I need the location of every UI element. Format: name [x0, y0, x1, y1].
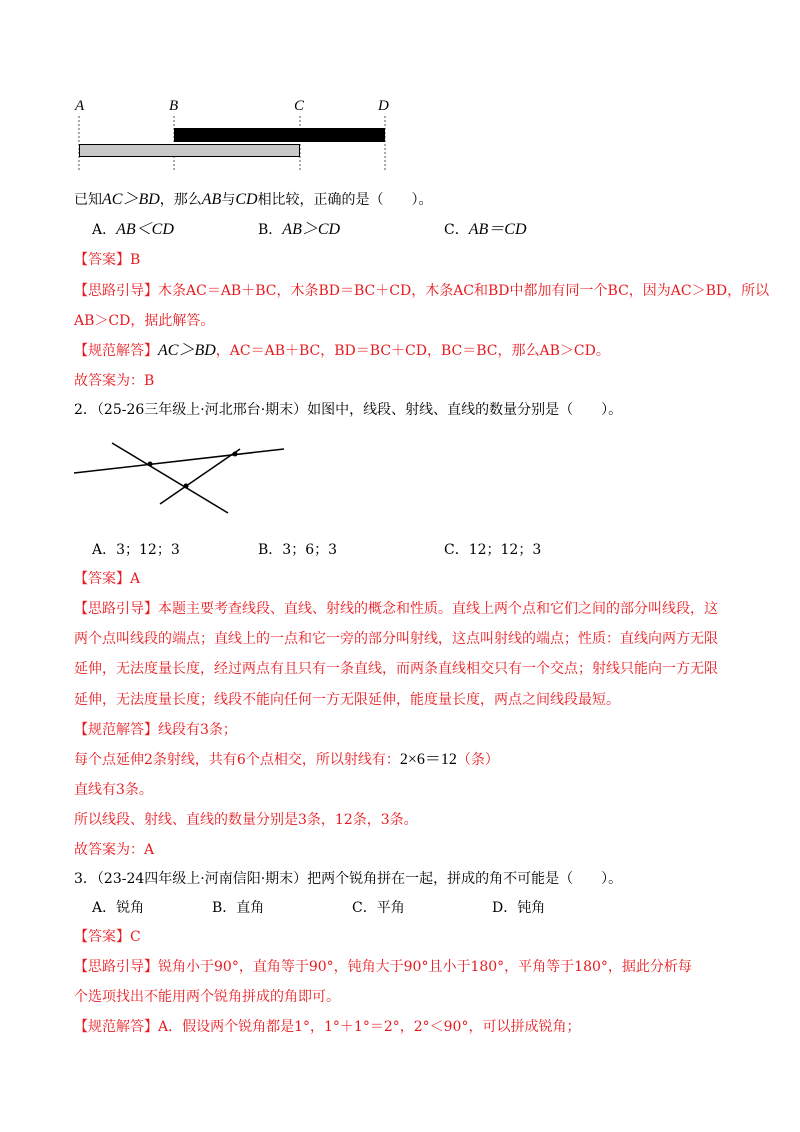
q1-option-a: A．AB＜CD — [92, 221, 174, 238]
q2-hint-line-4: 延伸，无法度量长度；线段不能向任何一方无限延伸，能度量长度，两点之间线段最短。 — [74, 692, 620, 708]
q2-hint-line-3: 延伸，无法度量长度，经过两点有且只有一条直线，而两条直线相交只有一个交点；射线只能向一方无限 — [74, 661, 718, 677]
q1-hint-line-1: 【思路引导】木条AC＝AB＋BC，木条BD＝BC＋CD，木条AC和BD中都加有同一个BC，因为AC＞BD，所以 — [74, 283, 770, 299]
q2-solution-line-1: 【规范解答】线段有3条； — [74, 722, 237, 738]
q2-option-a: A．3；12；3 — [92, 542, 180, 558]
q3-stem: 3．（23-24四年级上·河南信阳·期末）把两个锐角拼在一起，拼成的角不可能是（ ）。 — [74, 871, 623, 887]
q1-solution: 【规范解答】AC＞BD，AC＝AB＋BC，BD＝BC＋CD，BC＝BC，那么AB＞CD。 — [74, 342, 610, 359]
q3-option-a: A．锐角 — [92, 900, 145, 916]
q2-stem: 2．（25-26三年级上·河北邢台·期末）如图中，线段、射线、直线的数量分别是（ ）。 — [74, 402, 623, 418]
q2-option-b: B．3；6；3 — [258, 542, 338, 558]
label-b: B — [169, 98, 179, 114]
label-a: A — [75, 98, 85, 114]
lines-figure — [0, 0, 800, 530]
q2-option-c: C．12；12；3 — [444, 542, 542, 558]
q1-answer: 【答案】B — [74, 252, 141, 268]
q1-hint-line-2: AB＞CD，据此解答。 — [74, 313, 215, 329]
q3-option-b: B．直角 — [212, 900, 265, 916]
q3-solution-line-1: 【规范解答】A．假设两个锐角都是1°，1°＋1°＝2°，2°＜90°，可以拼成锐角； — [74, 1019, 581, 1035]
q2-solution-line-4: 所以线段、射线、直线的数量分别是3条，12条，3条。 — [74, 812, 418, 828]
q2-hint-line-1: 【思路引导】本题主要考查线段、直线、射线的概念和性质。直线上两个点和它们之间的部分叫线段，这 — [74, 601, 718, 617]
q1-option-c: C．AB＝CD — [444, 221, 527, 238]
label-d: D — [378, 98, 389, 114]
q3-hint-line-2: 个选项找出不能用两个锐角拼成的角即可。 — [74, 989, 340, 1005]
q3-option-d: D．钝角 — [492, 900, 546, 916]
q2-hint-line-2: 两个点叫线段的端点；直线上的一点和它一旁的部分叫射线，这点叫射线的端点；性质：直线向两方无限 — [74, 631, 718, 647]
label-c: C — [294, 98, 305, 114]
q2-solution-line-3: 直线有3条。 — [74, 782, 153, 798]
q3-answer: 【答案】C — [74, 929, 141, 945]
q2-answer: 【答案】A — [74, 571, 141, 587]
q1-option-b: B．AB＞CD — [258, 221, 341, 238]
q2-final: 故答案为：A — [74, 842, 155, 858]
q3-hint-line-1: 【思路引导】锐角小于90°，直角等于90°，钝角大于90°且小于180°，平角等于180°，据此分析每 — [74, 959, 692, 975]
q1-stem: 已知AC＞BD，那么AB与CD相比较，正确的是（ ）。 — [74, 191, 433, 208]
q2-solution-line-2: 每个点延伸2条射线，共有6个点相交，所以射线有：2×6＝12（条） — [74, 751, 499, 768]
q3-option-c: C．平角 — [352, 900, 405, 916]
q1-final: 故答案为：B — [74, 373, 155, 389]
